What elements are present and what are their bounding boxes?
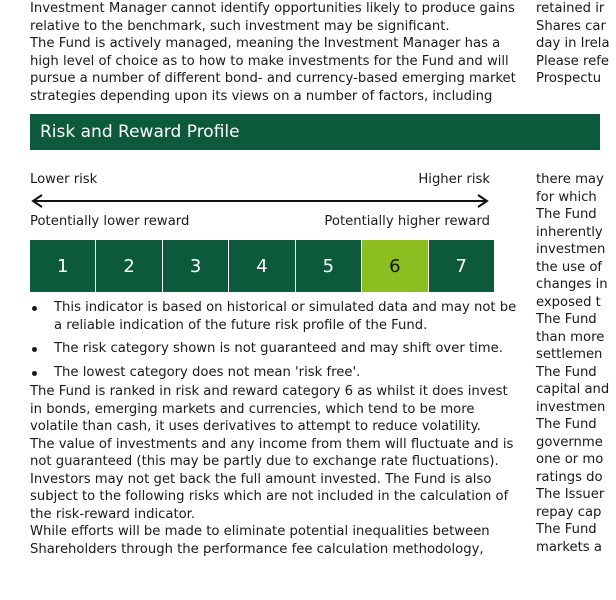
text-line: a reliable indication of the future risk profile of the Fund. (54, 317, 428, 333)
text-line: This indicator is based on historical or simulated data and may not be (54, 300, 517, 315)
section-heading-band (30, 114, 600, 150)
list-item (30, 340, 510, 358)
risk-category-7: 7 (429, 240, 494, 292)
text-line: The Fund (536, 364, 597, 380)
text-line: inherently (536, 224, 603, 240)
text-line: Shares car (536, 18, 606, 34)
text-line: The Fund (536, 312, 597, 327)
bullet-icon (32, 347, 37, 352)
text-line: markets a (536, 539, 602, 555)
double-arrow-icon (30, 193, 490, 209)
text-line: The Fund (536, 417, 597, 432)
lower-reward-label: Potentially lower reward (30, 214, 190, 229)
text-line: there may (536, 172, 604, 187)
text-line: Investors may not get back the full amount invested. The Fund is also (30, 471, 492, 487)
text-line: settlemen (536, 347, 603, 362)
text-line: relative to the benchmark, such investment may be significant. (30, 18, 450, 34)
text-line: changes in (536, 277, 608, 292)
text-line: volatile than cash, it uses derivatives to attempt to reduce volatility. (30, 419, 481, 434)
text-line: The Fund is ranked in risk and reward category 6 as whilst it does invest (30, 384, 508, 399)
text-line: The Fund is actively managed, meaning the Investment Manager has a (30, 36, 501, 51)
intro-paragraph (30, 0, 516, 105)
text-line: one or mo (536, 452, 604, 467)
bullet-icon (32, 371, 37, 376)
text-line: The Issuer (536, 487, 605, 502)
text-line: exposed t (536, 294, 601, 310)
text-line: strategies depending upon its views on a number of factors, including (30, 88, 493, 104)
right-column-risks (536, 171, 616, 556)
risk-category-4: 4 (229, 240, 295, 292)
risk-category-6-selected: 6 (362, 240, 428, 292)
risk-category-3: 3 (163, 240, 229, 292)
text-line: The value of investments and any income from them will fluctuate and is (30, 436, 514, 452)
text-line: Please refe (536, 53, 609, 69)
risk-body-paragraph (30, 383, 514, 558)
risk-category-1: 1 (30, 240, 96, 292)
right-column-top (536, 0, 616, 88)
text-line: ratings do (536, 469, 603, 485)
text-line: day in Irela (536, 36, 610, 51)
list-item (30, 299, 517, 334)
risk-notes-list (30, 299, 517, 387)
text-line: Prospectu (536, 71, 602, 86)
higher-reward-label: Potentially higher reward (324, 214, 490, 229)
text-line: not guaranteed (this may be partly due to exchange rate fluctuations). (30, 454, 499, 469)
text-line: The Fund (536, 207, 597, 222)
text-line: for which (536, 189, 597, 205)
higher-risk-label: Higher risk (418, 172, 490, 187)
text-line: Shareholders through the performance fee calculation methodology, (30, 541, 484, 557)
risk-category-5: 5 (296, 240, 362, 292)
list-item (30, 364, 510, 382)
reward-labels (30, 213, 490, 231)
text-line: subject to the following risks which are not included in the calculation of (30, 489, 509, 504)
text-line: The Fund (536, 522, 597, 537)
text-line: While efforts will be made to eliminate potential inequalities between (30, 524, 490, 539)
text-line: retained ir (536, 1, 605, 16)
text-line: in bonds, emerging markets and currencies, which tend to be more (30, 401, 475, 417)
section-title: Risk and Reward Profile (40, 122, 240, 142)
text-line: governme (536, 434, 603, 450)
text-line: Investment Manager cannot identify opportunities likely to produce gains (30, 1, 515, 16)
text-line: the use of (536, 259, 603, 275)
text-line: capital and (536, 382, 610, 397)
risk-labels (30, 171, 490, 189)
risk-category-2: 2 (96, 240, 162, 292)
text-line: the risk-reward indicator. (30, 506, 196, 522)
text-line: The lowest category does not mean 'risk free'. (54, 364, 361, 380)
text-line: pursue a number of different bond- and currency-based emerging market (30, 71, 516, 86)
text-line: than more (536, 329, 605, 345)
text-line: investmen (536, 399, 606, 415)
risk-category-scale (30, 240, 494, 292)
bullet-icon (32, 306, 37, 311)
text-line: high level of choice as to how to make investments for the Fund and will (30, 53, 509, 69)
text-line: The risk category shown is not guaranteed and may shift over time. (54, 341, 503, 356)
text-line: repay cap (536, 504, 602, 520)
lower-risk-label: Lower risk (30, 172, 98, 187)
text-line: investmen (536, 242, 606, 257)
